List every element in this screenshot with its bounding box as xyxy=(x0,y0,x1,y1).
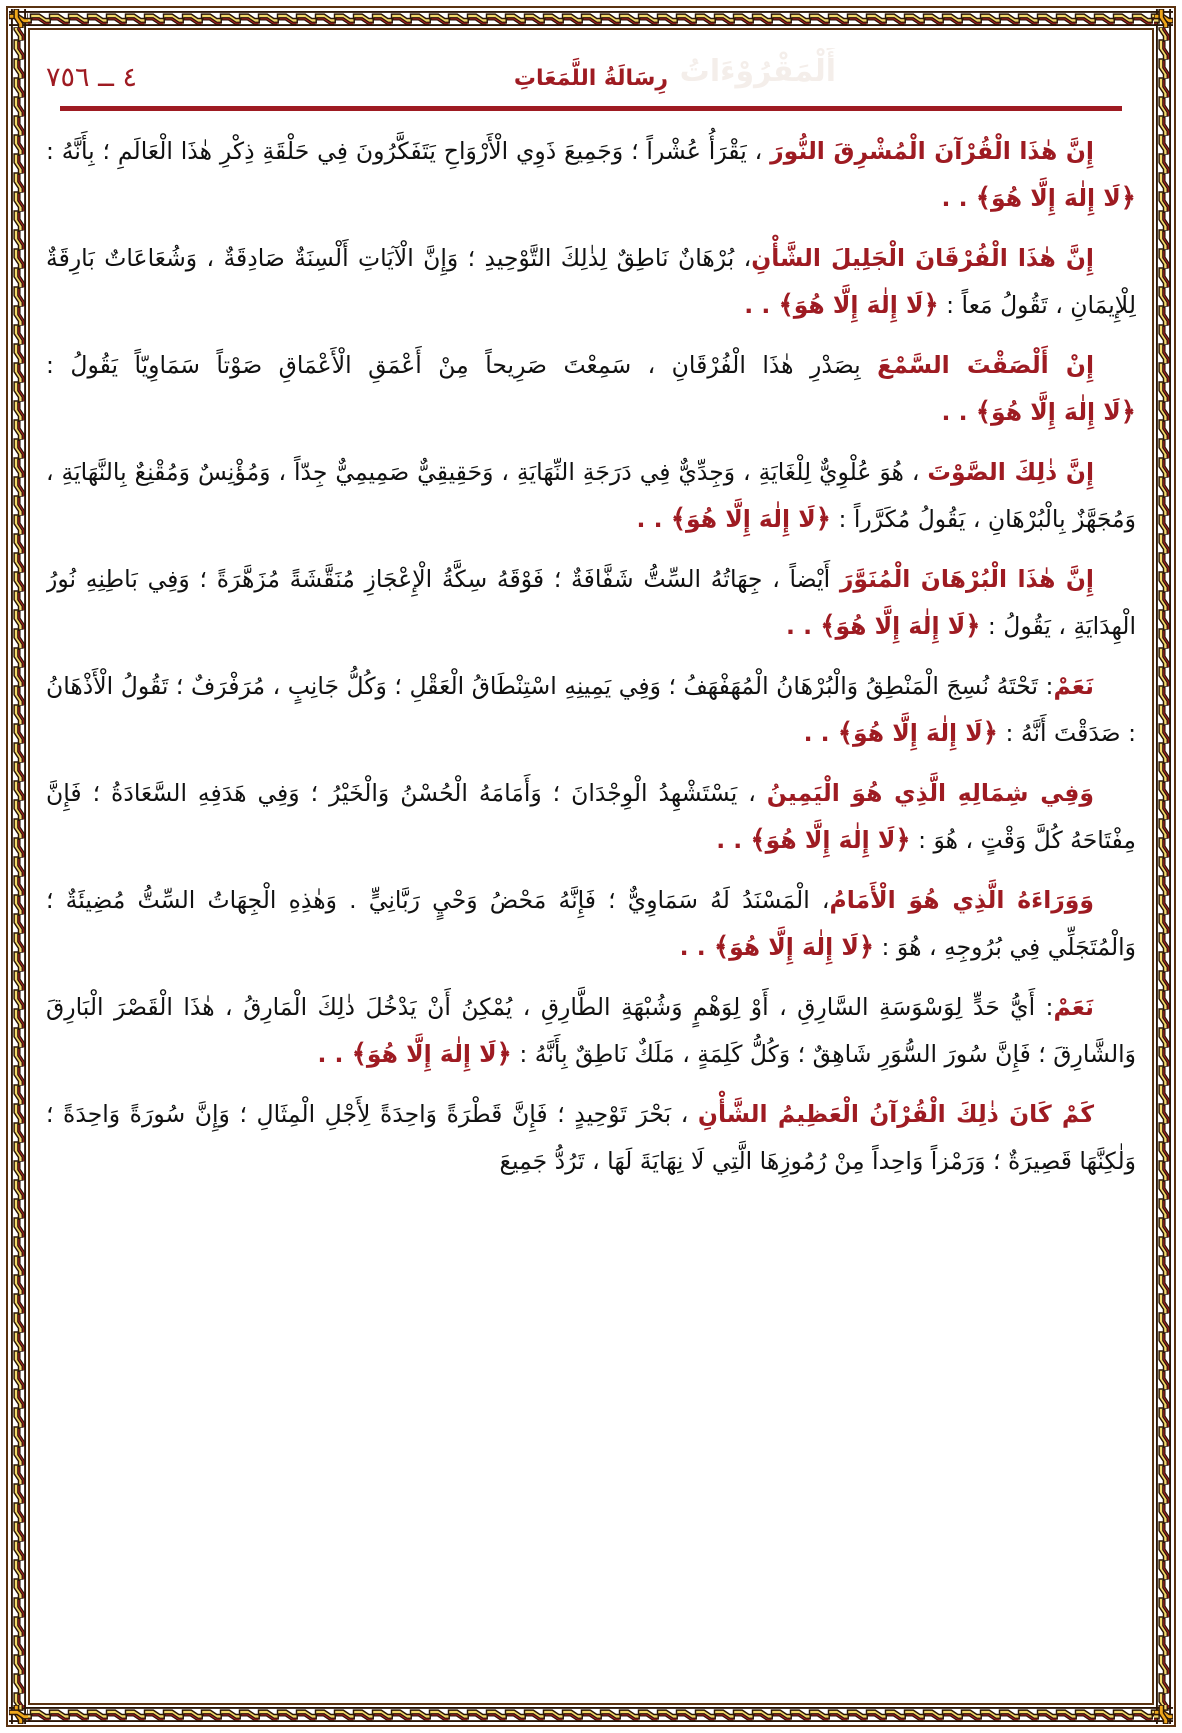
paragraph-body: ، يَسْتَشْهِدُ الْوِجْدَانَ ؛ وَأَمَامَهُ الْحُسْنُ وَالْخَيْرُ ؛ وَفِي هَدَفِهِ السَّعَادَةُ ؛ فَإِنَّ مِفْتَاحَهُ كُلَّ وَقْتٍ ، هُوَ : xyxy=(46,779,1136,854)
shahada-quote xyxy=(838,719,998,747)
ornate-bracket-open-icon: ﴿ xyxy=(895,825,911,855)
paragraph xyxy=(46,663,1136,757)
ornate-bracket-close-icon: ﴾ xyxy=(750,825,766,855)
page-content xyxy=(46,48,1136,1693)
shahada-quote xyxy=(976,184,1136,212)
paragraph-lead-phrase: إِنَّ هٰذَا الْبُرْهَانَ الْمُنَوَّرَ xyxy=(839,565,1094,593)
shahada-quote xyxy=(778,291,938,319)
paragraph xyxy=(46,770,1136,864)
paragraph-lead-phrase: إِنَّ هٰذَا الْقُرْآنَ الْمُشْرِقَ النُّورَ xyxy=(770,137,1094,165)
shahada-text: لَا إِلٰهَ إِلَّا هُوَ xyxy=(835,612,966,640)
ornate-bracket-close-icon: ﴾ xyxy=(975,397,991,427)
paragraph-lead-phrase: نَعَمْ xyxy=(1053,993,1094,1021)
header-divider-rule xyxy=(60,106,1122,111)
paragraph xyxy=(46,556,1136,650)
page-header xyxy=(46,48,1136,110)
shahada-text: لَا إِلٰهَ إِلَّا هُوَ xyxy=(366,1040,497,1068)
shahada-quote xyxy=(714,933,874,961)
ornate-bracket-close-icon: ﴾ xyxy=(975,183,991,213)
ornate-bracket-open-icon: ﴿ xyxy=(982,718,999,748)
page-title: رِسَالَةُ اللَّمَعَاتِ xyxy=(513,66,669,91)
paragraph-body: بِصَدْرِ هٰذَا الْفُرْقَانِ ، سَمِعْتَ صَرِيحاً مِنْ أَعْمَقِ الْأَعْمَاقِ صَوْتاً سَمَاوِيّاً يَقُولُ : xyxy=(46,351,878,379)
trailing-ellipsis: . . xyxy=(941,184,976,212)
paragraph-body: أَيْضاً ، جِهَاتُهُ السِّتُّ شَفَّافَةٌ ؛ فَوْقَهُ سِكَّةُ الْإِعْجَازِ مُنَقَّشَةً مُزَهَّرَةً ؛ وَفِي بَاطِنِهِ نُورُ الْهِدَايَةِ ، يَقُولُ : xyxy=(46,565,1136,640)
page-number: ٤ ــ ٧٥٦ xyxy=(46,62,138,93)
paragraph xyxy=(46,984,1136,1078)
shahada-quote xyxy=(750,826,910,854)
ornate-bracket-close-icon: ﴾ xyxy=(837,718,854,748)
ornate-bracket-open-icon: ﴿ xyxy=(923,290,939,320)
trailing-ellipsis: . . xyxy=(317,1040,352,1068)
shahada-text: لَا إِلٰهَ إِلَّا هُوَ xyxy=(991,184,1121,212)
paragraph-lead-phrase: إِنَّ هٰذَا الْفُرْقَانَ الْجَلِيلَ الشَّأْنِ xyxy=(751,244,1094,272)
paragraph-body: ، بَحْرَ تَوْحِيدٍ ؛ فَإِنَّ قَطْرَةً وَاحِدَةً لِأَجْلِ الْمِثَالِ ؛ وَإِنَّ سُورَةً وَاحِدَةً ؛ وَلٰكِنَّهَا قَصِيرَةٌ ؛ وَرَمْزاً وَاحِداً مِنْ رُمُوزِهَا الَّتِي لَا نِهَايَةَ لَهَا ، تَرُدُّ جَمِيعَ xyxy=(46,1100,1136,1175)
paragraph-lead-phrase: وَفِي شِمَالِهِ الَّذِي هُوَ الْيَمِينُ xyxy=(766,779,1094,807)
shahada-quote xyxy=(820,612,980,640)
paragraph xyxy=(46,342,1136,436)
paragraph-body: ، بُرْهَانٌ نَاطِقٌ لِذٰلِكَ التَّوْحِيدِ ؛ وَإِنَّ الْآيَاتِ أَلْسِنَةٌ صَادِقَةٌ ، وَشُعَاعَاتٌ بَارِقَةٌ لِلْإِيمَانِ ، تَقُولُ مَعاً : xyxy=(46,244,1136,319)
ornate-bracket-close-icon: ﴾ xyxy=(820,611,836,641)
paragraph xyxy=(46,235,1136,329)
paragraph-lead-phrase: وَوَرَاءَهُ الَّذِي هُوَ الْأَمَامُ xyxy=(829,886,1094,914)
shahada-text: لَا إِلٰهَ إِلَّا هُوَ xyxy=(853,719,983,747)
ornate-bracket-close-icon: ﴾ xyxy=(351,1039,367,1069)
ornate-bracket-close-icon: ﴾ xyxy=(778,290,794,320)
ornate-bracket-close-icon: ﴾ xyxy=(713,932,730,962)
body-text xyxy=(46,128,1136,1185)
shahada-text: لَا إِلٰهَ إِلَّا هُوَ xyxy=(685,505,816,533)
ornate-bracket-open-icon: ﴿ xyxy=(965,611,981,641)
shahada-text: لَا إِلٰهَ إِلَّا هُوَ xyxy=(793,291,924,319)
ornate-bracket-open-icon: ﴿ xyxy=(496,1039,512,1069)
trailing-ellipsis: . . xyxy=(636,505,671,533)
trailing-ellipsis: . . xyxy=(785,612,821,640)
paragraph xyxy=(46,1091,1136,1185)
paragraph xyxy=(46,128,1136,222)
paragraph-body: : تَحْتَهُ نُسِجَ الْمَنْطِقُ وَالْبُرْهَانُ الْمُهَفْهَفُ ؛ وَفِي يَمِينِهِ اسْتِنْطَاقُ الْعَقْلِ ؛ وَكُلُّ جَانِبٍ ، مُرَفْرَفٌ ؛ تَقُولُ الْأَذْهَانُ : صَدَقْتَ أَنَّهُ : xyxy=(46,672,1136,747)
shahada-text: لَا إِلٰهَ إِلَّا هُوَ xyxy=(991,398,1121,426)
paragraph-body: : أَيُّ حَدٍّ لِوَسْوَسَةِ السَّارِقِ ، أَوْ لِوَهْمٍ وَشُبْهَةِ الطَّارِقِ ، يُمْكِنُ أَنْ يَدْخُلَ ذٰلِكَ الْمَارِقُ ، هٰذَا الْقَصْرَ الْبَارِقَ وَالشَّارِقَ ؛ فَإِنَّ سُورَ السُّوَرِ شَاهِقٌ ؛ وَكُلُّ كَلِمَةٍ ، مَلَكٌ نَاطِقٌ بِأَنَّهُ : xyxy=(46,993,1136,1068)
ornate-bracket-open-icon: ﴿ xyxy=(815,504,831,534)
paragraph-lead-phrase: نَعَمْ xyxy=(1053,672,1094,700)
trailing-ellipsis: . . xyxy=(941,398,976,426)
ornate-bracket-close-icon: ﴾ xyxy=(670,504,686,534)
watermark-text: أَلْمَقْرُوْءَاتُ xyxy=(679,54,836,89)
ornate-bracket-open-icon: ﴿ xyxy=(1120,183,1136,213)
paragraph-lead-phrase: إِنْ أَلْصَقْتَ السَّمْعَ xyxy=(877,351,1094,379)
paragraph xyxy=(46,449,1136,543)
trailing-ellipsis: . . xyxy=(716,826,751,854)
ornate-bracket-open-icon: ﴿ xyxy=(1120,397,1136,427)
shahada-text: لَا إِلٰهَ إِلَّا هُوَ xyxy=(729,933,859,961)
paragraph-lead-phrase: كَمْ كَانَ ذٰلِكَ الْقُرْآنُ الْعَظِيمُ الشَّأْنِ xyxy=(697,1100,1094,1128)
paragraph-body: ، هُوَ عُلْوِيٌّ لِلْغَايَةِ ، وَجِدِّيٌّ فِي دَرَجَةِ النِّهَايَةِ ، وَحَقِيقِيٌّ صَمِيمِيٌّ جِدّاً ، وَمُؤْنِسٌ وَمُقْنِعٌ بِالنَّهَايَةِ ، وَمُجَهَّزٌ بِالْبُرْهَانِ ، يَقُولُ مُكَرَّراً : xyxy=(46,458,1136,533)
shahada-quote xyxy=(352,1040,512,1068)
trailing-ellipsis: . . xyxy=(744,291,779,319)
ornate-bracket-open-icon: ﴿ xyxy=(858,932,875,962)
paragraph-body: ، يَقْرَأُ عُشْراً ؛ وَجَمِيعَ ذَوِي الْأَرْوَاحِ يَتَفَكَّرُونَ فِي حَلْقَةِ ذِكْرِ هٰذَا الْعَالَمِ ؛ بِأَنَّهُ : xyxy=(46,137,771,165)
trailing-ellipsis: . . xyxy=(679,933,714,961)
shahada-quote xyxy=(976,398,1136,426)
shahada-quote xyxy=(671,505,831,533)
paragraph xyxy=(46,877,1136,971)
paragraph-body: ، الْمَسْنَدُ لَهُ سَمَاوِيٌّ ؛ فَإِنَّهُ مَحْضُ وَحْيٍ رَبَّانِيٍّ . وَهٰذِهِ الْجِهَاتُ السِّتُّ مُضِيئَةٌ ؛ وَالْمُتَجَلِّي فِي بُرُوجِهِ ، هُوَ : xyxy=(46,886,1136,961)
paragraph-lead-phrase: إِنَّ ذٰلِكَ الصَّوْتَ xyxy=(927,458,1094,486)
trailing-ellipsis: . . xyxy=(803,719,838,747)
shahada-text: لَا إِلٰهَ إِلَّا هُوَ xyxy=(765,826,896,854)
